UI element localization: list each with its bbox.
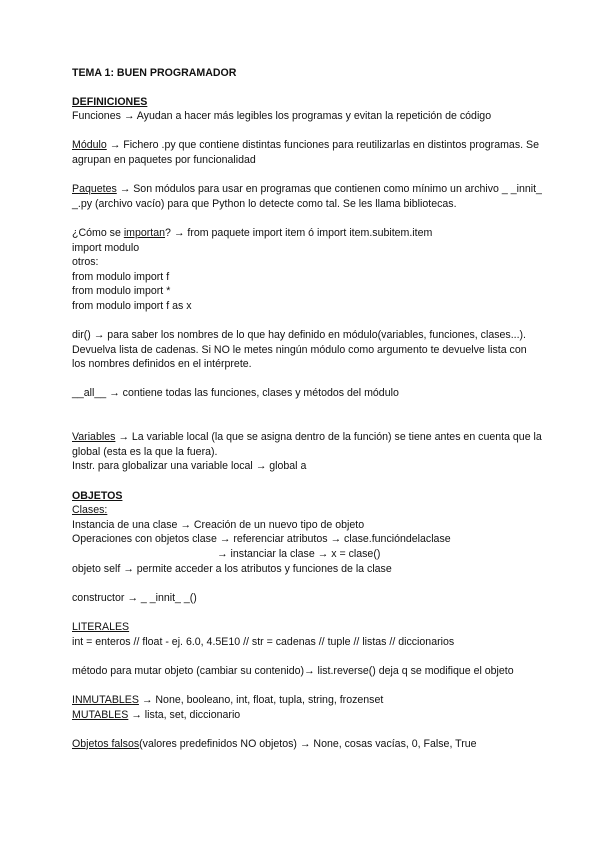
clases-term: Clases: [72,504,108,517]
constructor-definition: constructor → _ _innit_ _() [72,591,197,604]
mutables-definition [72,708,542,723]
falsos-definition [72,737,542,752]
inmutables-definition [72,693,542,708]
import-line: otros: [72,256,99,269]
instancia-definition: Instancia de una clase → Creación de un nuevo tipo de objeto [72,518,365,531]
paquetes-definition [72,182,542,211]
self-definition: objeto self → permite acceder a los atributos y funciones de la clase [72,562,392,575]
inmutables-text: → None, booleano, int, float, tupla, string, frozenset [138,693,384,706]
import-line: from modulo import * [72,285,171,298]
paquetes-text: → Son módulos para usar en programas que contienen como mínimo un archivo _ _innit_ _.py (archivo vacío) para que Python lo detecte como tal. Se les llama bibliotecas. [72,183,542,210]
importan-question [72,226,542,241]
importan-pre: ¿Cómo se [72,226,124,239]
literales-text: int = enteros // float - ej. 6.0, 4.5E10 // str = cadenas // tuple // listas // diccionarios [72,635,455,648]
modulo-text: → Fichero .py que contiene distintas funciones para reutilizarlas en distintos programas. Se agrupan en paquetes por funcionalidad [72,139,539,166]
variables-term: Variables [72,431,116,444]
funciones-definition: Funciones → Ayudan a hacer más legibles los programas y evitan la repetición de código [72,110,492,123]
import-line: from modulo import f as x [72,299,192,312]
mutables-text: → lista, set, diccionario [128,708,241,721]
operaciones-definition: Operaciones con objetos clase → referenciar atributos → clase.funcióndelaclase [72,533,451,546]
modulo-definition [72,138,542,167]
dir-definition: dir() → para saber los nombres de lo que hay definido en módulo(variables, funciones, clases...). Devuelva lista de cadenas. Si NO le metes ningún módulo como argumento te devuelve lista con los nombres definidos en el intérprete. [72,329,527,371]
literales-term: LITERALES [72,620,130,633]
import-line: from modulo import f [72,270,170,283]
modulo-term: Módulo [72,139,107,152]
document-page [72,66,542,751]
importan-term: importan [123,226,166,239]
metodo-definition: método para mutar objeto (cambiar su contenido)→ list.reverse() deja q se modifique el objeto [72,664,514,677]
importan-post: ? → from paquete import item ó import item.subitem.item [165,226,433,239]
variables-definition [72,430,542,459]
objetos-heading: OBJETOS [72,489,123,502]
page-title: TEMA 1: BUEN PROGRAMADOR [72,67,237,79]
instr-global: Instr. para globalizar una variable local → global a [72,460,307,473]
paquetes-term: Paquetes [72,183,117,196]
import-line: import modulo [72,241,140,254]
all-definition: __all__ → contiene todas las funciones, clases y métodos del módulo [72,387,399,400]
variables-text: → La variable local (la que se asigna dentro de la función) se tiene antes en cuenta que la global (esta es la que la fuera). [72,431,542,458]
inmutables-term: INMUTABLES [72,693,139,706]
mutables-term: MUTABLES [72,708,129,721]
instanciar-definition: → instanciar la clase → x = clase() [217,548,381,560]
falsos-text: (valores predefinidos NO objetos) → None, cosas vacías, 0, False, True [139,737,477,750]
definiciones-heading: DEFINICIONES [72,95,148,108]
falsos-term: Objetos falsos [72,737,140,750]
